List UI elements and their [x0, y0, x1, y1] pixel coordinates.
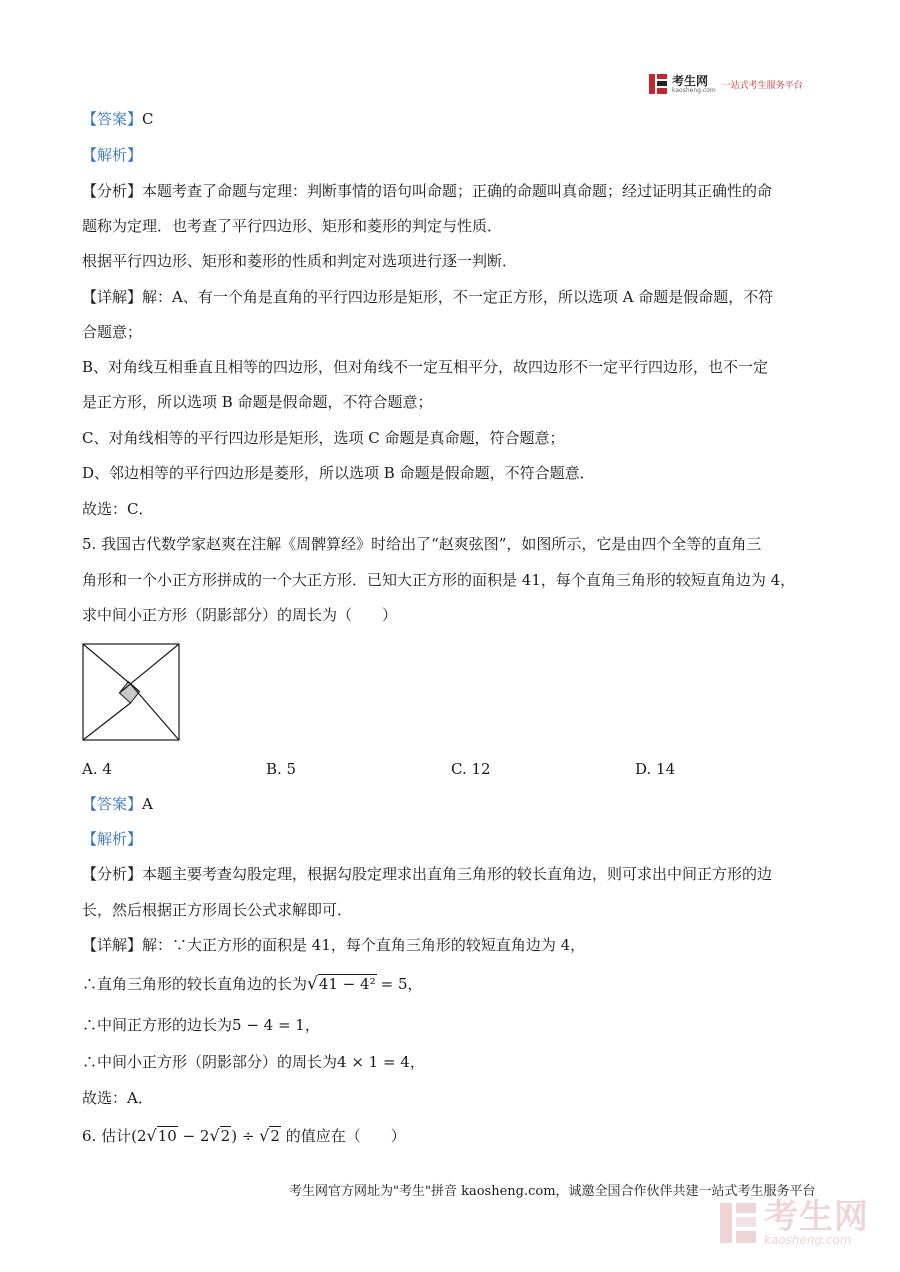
q4-option-b-line-1: B、对角线互相垂直且相等的四边形，但对角线不一定互相平分，故四边形不一定平行四边形，也不一定: [82, 358, 769, 376]
q5-stem-line-3: 求中间小正方形（阴影部分）的周长为（ ）: [82, 606, 398, 624]
q5-option-d: D. 14: [635, 760, 676, 778]
triangle-edge-2: [119, 644, 179, 693]
answer-value: A: [142, 795, 153, 813]
watermark-text-block: [764, 1197, 869, 1247]
sqrt-sign: √: [307, 974, 318, 994]
xiangjie-tag: 【详解】: [82, 936, 143, 954]
fenxi-text: 本题主要考查勾股定理，根据勾股定理求出直角三角形的较长直角边，则可求出中间正方形的边: [142, 865, 773, 883]
q4-fenxi-line-2: 题称为定理．也考查了平行四边形、矩形和菱形的判定与性质．: [82, 217, 503, 235]
q6-radicand-3: 2: [270, 1127, 280, 1145]
step-math: 4 × 1 = 4，: [337, 1053, 425, 1071]
q6-stem: [82, 1126, 406, 1146]
q4-fenxi-line-3: 根据平行四边形、矩形和菱形的性质和判定对选项进行逐一判断．: [82, 252, 518, 270]
triangle-edge-4: [83, 703, 131, 740]
xiangjie-text: 解：A、有一个角是直角的平行四边形是矩形，不一定正方形，所以选项 A 命题是假命题，不符: [142, 288, 774, 306]
watermark-logo-icon: [718, 1201, 758, 1245]
logo-name: 考生网: [672, 73, 709, 88]
step-math: 5 − 4 = 1，: [232, 1016, 320, 1034]
step-result: = 5，: [380, 975, 423, 993]
q5-stem-line-1: 5. 我国古代数学家赵爽在注解《周髀算经》时给出了“赵爽弦图”，如图所示，它是由四个全等的直角三: [82, 535, 762, 553]
q4-option-c-line: C、对角线相等的平行四边形是矩形，选项 C 命题是真命题，符合题意；: [82, 429, 565, 447]
q5-fenxi-line-1: [82, 864, 772, 884]
q4-choose-line: 故选：C．: [82, 500, 154, 518]
q4-analysis-tag: [82, 145, 142, 165]
q5-option-a: A. 4: [82, 760, 112, 778]
sqrt-radicand: 41 − 4²: [318, 975, 376, 993]
q5-analysis-tag: [82, 829, 142, 849]
sqrt-sign: √: [209, 1126, 220, 1145]
q4-xiangjie-line-2: 合题意；: [82, 323, 143, 341]
footer-text: 考生网官方网址为"考生"拼音 kaosheng.com，诚邀全国合作伙伴共建一站式考生服务平台: [289, 1184, 816, 1199]
q4-xiangjie-line-1: [82, 287, 773, 307]
answer-tag: 【答案】: [82, 795, 143, 813]
analysis-tag: 【解析】: [82, 830, 143, 848]
step-text: ∴中间小正方形（阴影部分）的周长为: [82, 1053, 338, 1071]
q6-suffix: 的值应在（ ）: [280, 1127, 406, 1145]
q6-expr-open: (2: [131, 1127, 147, 1145]
q5-xiangjie-line-1: [82, 935, 585, 955]
kaosheng-logo-icon: [648, 73, 668, 95]
q5-step-3: [82, 1052, 425, 1072]
fenxi-tag: 【分析】: [82, 865, 143, 883]
q5-choose-line: 故选：A．: [82, 1089, 153, 1107]
sqrt-sign: √: [259, 1126, 270, 1145]
header-logo: [648, 72, 803, 96]
logo-slogan: 一站式考生服务平台: [721, 80, 803, 91]
q6-radicand-2: 2: [220, 1127, 231, 1145]
q5-step-2: [82, 1015, 320, 1035]
answer-value: C: [142, 110, 154, 128]
q5-step-1: [82, 974, 423, 994]
step-text: ∴直角三角形的较长直角边的长为: [82, 975, 308, 993]
q5-answer-line: [82, 794, 153, 814]
xiangjie-text: 解：∵大正方形的面积是 41，每个直角三角形的较短直角边为 4，: [142, 936, 586, 954]
watermark-domain: kaosheng.com: [764, 1233, 852, 1247]
logo-domain: kaosheng.com: [672, 86, 716, 94]
q6-radicand-1: 10: [157, 1127, 177, 1145]
q5-option-b: B. 5: [266, 760, 297, 778]
zhao-shuang-figure: [82, 643, 180, 741]
analysis-tag: 【解析】: [82, 146, 143, 164]
q6-minus: − 2: [177, 1127, 210, 1145]
watermark-text: 考生网: [764, 1197, 869, 1237]
sqrt-sign: √: [146, 1126, 157, 1145]
q4-option-d-line: D、邻边相等的平行四边形是菱形，所以选项 B 命题是假命题，不符合题意．: [82, 464, 595, 482]
fenxi-tag: 【分析】: [82, 182, 143, 200]
triangle-edge-3: [128, 682, 179, 740]
watermark: [718, 1197, 869, 1247]
q5-fenxi-line-2: 长，然后根据正方形周长公式求解即可．: [82, 901, 353, 919]
q6-expr-close: ) ÷: [231, 1127, 260, 1145]
q6-prefix: 6. 估计: [82, 1127, 132, 1145]
q5-stem-line-2: 角形和一个小正方形拼成的一个大正方形．已知大正方形的面积是 41，每个直角三角形的较短直角边为 4，: [82, 571, 796, 589]
fenxi-text: 本题考查了命题与定理：判断事情的语句叫命题；正确的命题叫真命题；经过证明其正确性的命: [142, 182, 773, 200]
q4-option-b-line-2: 是正方形，所以选项 B 命题是假命题，不符合题意；: [82, 393, 433, 411]
xiangjie-tag: 【详解】: [82, 288, 143, 306]
q5-option-c: C. 12: [451, 760, 491, 778]
step-text: ∴中间正方形的边长为: [82, 1016, 233, 1034]
answer-tag: 【答案】: [82, 110, 143, 128]
q4-answer-line: [82, 109, 154, 129]
logo-text-block: [672, 75, 716, 94]
q4-fenxi-line-1: [82, 181, 772, 201]
